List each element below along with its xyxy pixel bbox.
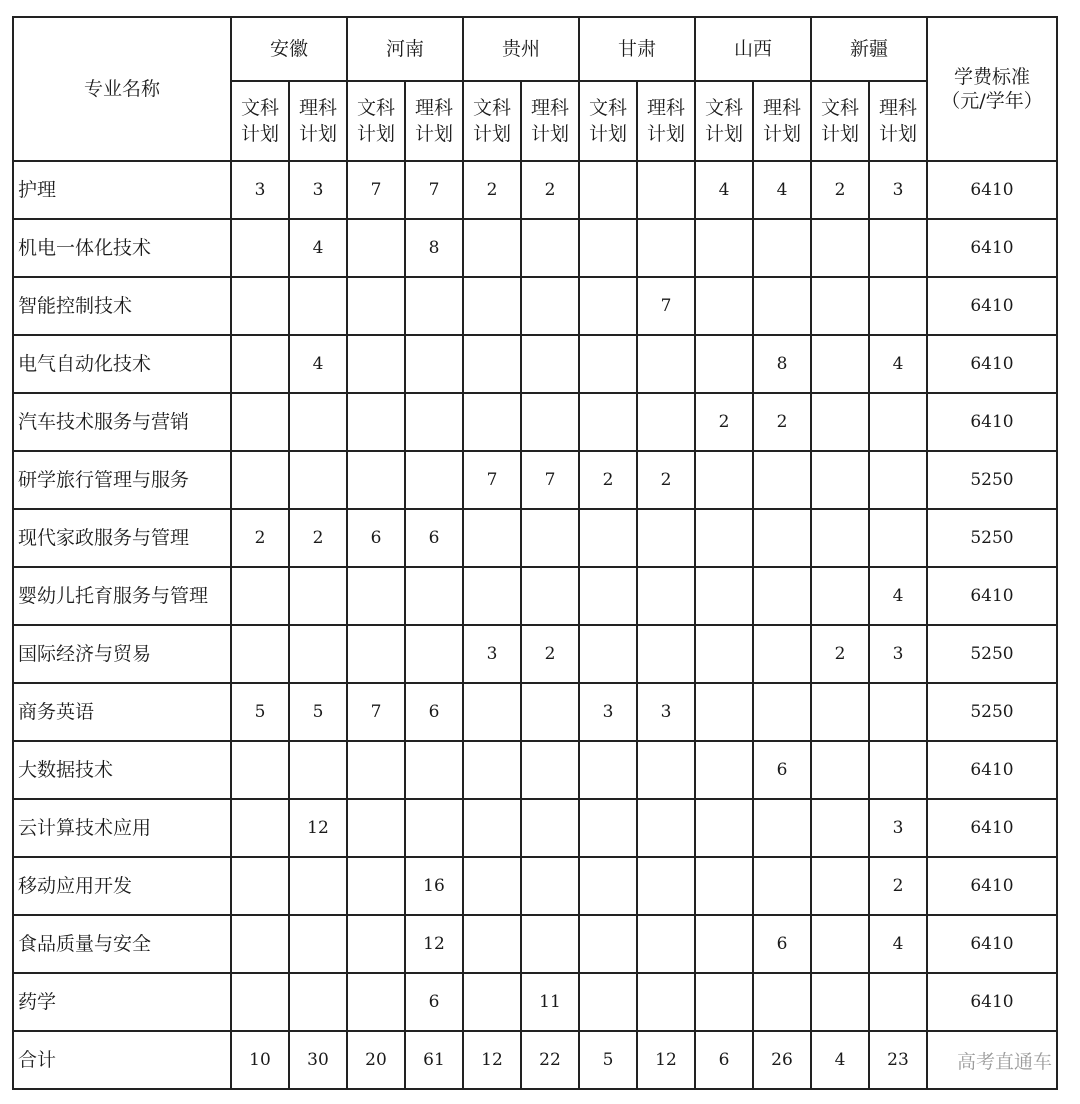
arts-plan-cell <box>231 625 289 683</box>
science-plan-cell: 3 <box>289 161 347 219</box>
arts-plan-cell <box>695 219 753 277</box>
science-plan-cell <box>753 683 811 741</box>
arts-plan-cell <box>695 683 753 741</box>
arts-plan-cell <box>463 741 521 799</box>
arts-plan-cell <box>695 741 753 799</box>
arts-plan-cell: 2 <box>811 161 869 219</box>
science-plan-cell <box>405 451 463 509</box>
arts-plan-cell <box>811 683 869 741</box>
science-plan-cell <box>521 915 579 973</box>
arts-plan-header: 文科 计划 <box>463 81 521 161</box>
tuition-cell: 6410 <box>927 335 1057 393</box>
arts-plan-cell <box>811 219 869 277</box>
arts-plan-cell <box>463 509 521 567</box>
major-name-cell: 食品质量与安全 <box>13 915 231 973</box>
major-name-cell: 商务英语 <box>13 683 231 741</box>
science-plan-cell <box>753 219 811 277</box>
table-row <box>13 161 1057 219</box>
science-plan-cell: 12 <box>405 915 463 973</box>
arts-plan-cell: 2 <box>463 161 521 219</box>
table-row <box>13 451 1057 509</box>
tuition-cell: 6410 <box>927 277 1057 335</box>
arts-plan-cell: 7 <box>463 451 521 509</box>
major-name-cell: 护理 <box>13 161 231 219</box>
arts-plan-cell: 6 <box>347 509 405 567</box>
major-name-cell: 汽车技术服务与营销 <box>13 393 231 451</box>
science-plan-cell: 8 <box>753 335 811 393</box>
arts-plan-cell <box>579 915 637 973</box>
science-plan-cell <box>289 625 347 683</box>
arts-plan-cell: 3 <box>231 161 289 219</box>
arts-plan-cell <box>231 393 289 451</box>
science-plan-cell <box>289 277 347 335</box>
science-plan-header: 理科 计划 <box>753 81 811 161</box>
science-plan-cell <box>289 451 347 509</box>
science-plan-cell: 7 <box>637 277 695 335</box>
science-plan-cell <box>521 393 579 451</box>
header-row-provinces <box>13 17 1057 81</box>
science-plan-cell <box>753 509 811 567</box>
arts-plan-cell <box>579 161 637 219</box>
arts-plan-header: 文科 计划 <box>347 81 405 161</box>
science-plan-cell <box>753 567 811 625</box>
science-plan-cell: 6 <box>753 915 811 973</box>
arts-plan-cell: 3 <box>579 683 637 741</box>
total-cell: 22 <box>521 1031 579 1089</box>
tuition-cell: 5250 <box>927 683 1057 741</box>
science-plan-cell <box>289 857 347 915</box>
arts-plan-cell <box>347 799 405 857</box>
table-body <box>13 161 1057 1031</box>
arts-plan-cell <box>231 335 289 393</box>
arts-plan-cell <box>347 915 405 973</box>
major-name-cell: 研学旅行管理与服务 <box>13 451 231 509</box>
major-name-cell: 大数据技术 <box>13 741 231 799</box>
arts-plan-cell <box>231 857 289 915</box>
table-row <box>13 915 1057 973</box>
arts-plan-cell <box>579 741 637 799</box>
tuition-cell: 6410 <box>927 393 1057 451</box>
arts-plan-cell <box>579 799 637 857</box>
arts-plan-cell <box>695 335 753 393</box>
total-row <box>13 1031 1057 1089</box>
science-plan-cell <box>637 915 695 973</box>
enrollment-plan-table <box>12 16 1058 1090</box>
tuition-cell: 5250 <box>927 451 1057 509</box>
table-row <box>13 973 1057 1031</box>
arts-plan-cell <box>231 451 289 509</box>
science-plan-cell <box>405 567 463 625</box>
arts-plan-cell <box>347 393 405 451</box>
total-cell: 26 <box>753 1031 811 1089</box>
total-cell: 5 <box>579 1031 637 1089</box>
arts-plan-cell <box>231 741 289 799</box>
total-cell: 12 <box>463 1031 521 1089</box>
arts-plan-header: 文科 计划 <box>695 81 753 161</box>
arts-plan-cell <box>463 799 521 857</box>
arts-plan-cell <box>231 973 289 1031</box>
arts-plan-cell: 2 <box>579 451 637 509</box>
arts-plan-cell <box>811 567 869 625</box>
arts-plan-cell <box>811 393 869 451</box>
science-plan-cell <box>753 277 811 335</box>
total-cell: 12 <box>637 1031 695 1089</box>
science-plan-cell <box>521 683 579 741</box>
major-name-cell: 移动应用开发 <box>13 857 231 915</box>
tuition-cell: 6410 <box>927 973 1057 1031</box>
science-plan-cell: 6 <box>405 973 463 1031</box>
major-name-cell: 国际经济与贸易 <box>13 625 231 683</box>
science-plan-cell <box>637 857 695 915</box>
table-row <box>13 219 1057 277</box>
science-plan-cell: 4 <box>869 335 927 393</box>
tuition-cell: 6410 <box>927 219 1057 277</box>
science-plan-cell: 3 <box>637 683 695 741</box>
arts-plan-cell: 7 <box>347 161 405 219</box>
science-plan-cell <box>637 393 695 451</box>
arts-plan-cell <box>695 567 753 625</box>
science-plan-cell <box>637 799 695 857</box>
science-plan-cell <box>753 799 811 857</box>
arts-plan-cell <box>811 277 869 335</box>
province-header: 新疆 <box>811 17 927 81</box>
table-row <box>13 509 1057 567</box>
science-plan-header: 理科 计划 <box>289 81 347 161</box>
tuition-cell: 6410 <box>927 161 1057 219</box>
total-cell: 20 <box>347 1031 405 1089</box>
science-plan-cell <box>405 625 463 683</box>
science-plan-cell <box>869 683 927 741</box>
science-plan-header: 理科 计划 <box>637 81 695 161</box>
arts-plan-cell <box>463 219 521 277</box>
arts-plan-cell <box>579 277 637 335</box>
arts-plan-cell: 2 <box>811 625 869 683</box>
major-name-cell: 药学 <box>13 973 231 1031</box>
science-plan-cell <box>521 219 579 277</box>
table-row <box>13 335 1057 393</box>
arts-plan-cell <box>579 335 637 393</box>
science-plan-cell <box>869 219 927 277</box>
arts-plan-cell <box>811 857 869 915</box>
science-plan-cell <box>753 857 811 915</box>
arts-plan-cell <box>579 509 637 567</box>
science-plan-cell <box>521 857 579 915</box>
science-plan-header: 理科 计划 <box>869 81 927 161</box>
arts-plan-cell: 2 <box>695 393 753 451</box>
total-label: 合计 <box>13 1031 231 1089</box>
arts-plan-cell: 3 <box>463 625 521 683</box>
arts-plan-cell <box>347 625 405 683</box>
arts-plan-cell <box>811 973 869 1031</box>
science-plan-cell: 2 <box>289 509 347 567</box>
science-plan-cell <box>521 335 579 393</box>
arts-plan-cell <box>695 277 753 335</box>
science-plan-cell <box>753 973 811 1031</box>
total-cell: 30 <box>289 1031 347 1089</box>
science-plan-cell <box>637 509 695 567</box>
arts-plan-cell <box>695 973 753 1031</box>
science-plan-cell: 6 <box>753 741 811 799</box>
province-header: 甘肃 <box>579 17 695 81</box>
science-plan-cell <box>405 799 463 857</box>
science-plan-cell: 6 <box>405 683 463 741</box>
science-plan-cell: 2 <box>753 393 811 451</box>
arts-plan-cell <box>463 277 521 335</box>
science-plan-cell <box>405 335 463 393</box>
tuition-cell: 6410 <box>927 567 1057 625</box>
table-row <box>13 741 1057 799</box>
arts-plan-cell <box>695 625 753 683</box>
major-name-cell: 电气自动化技术 <box>13 335 231 393</box>
science-plan-cell <box>753 451 811 509</box>
arts-plan-cell <box>347 741 405 799</box>
total-cell: 10 <box>231 1031 289 1089</box>
science-plan-cell: 4 <box>753 161 811 219</box>
science-plan-cell: 2 <box>869 857 927 915</box>
science-plan-cell <box>405 393 463 451</box>
total-cell: 23 <box>869 1031 927 1089</box>
science-plan-cell <box>869 451 927 509</box>
science-plan-cell: 2 <box>521 161 579 219</box>
arts-plan-cell <box>695 451 753 509</box>
arts-plan-cell <box>463 973 521 1031</box>
arts-plan-cell <box>811 915 869 973</box>
arts-plan-cell: 4 <box>695 161 753 219</box>
arts-plan-cell <box>231 567 289 625</box>
tuition-cell: 6410 <box>927 799 1057 857</box>
arts-plan-cell <box>231 277 289 335</box>
science-plan-cell: 5 <box>289 683 347 741</box>
province-header: 山西 <box>695 17 811 81</box>
science-plan-cell: 3 <box>869 625 927 683</box>
science-plan-cell <box>637 741 695 799</box>
science-plan-header: 理科 计划 <box>405 81 463 161</box>
arts-plan-cell <box>347 219 405 277</box>
science-plan-cell <box>637 973 695 1031</box>
science-plan-cell <box>869 741 927 799</box>
arts-plan-cell <box>463 915 521 973</box>
table-row <box>13 857 1057 915</box>
science-plan-cell <box>521 277 579 335</box>
science-plan-cell <box>637 219 695 277</box>
science-plan-cell: 4 <box>289 335 347 393</box>
science-plan-cell: 6 <box>405 509 463 567</box>
science-plan-cell <box>869 973 927 1031</box>
science-plan-cell: 2 <box>521 625 579 683</box>
arts-plan-cell <box>347 335 405 393</box>
arts-plan-cell <box>695 857 753 915</box>
science-plan-cell: 4 <box>869 567 927 625</box>
arts-plan-header: 文科 计划 <box>579 81 637 161</box>
tuition-header: 学费标准 （元/学年） <box>927 17 1057 161</box>
science-plan-cell <box>637 335 695 393</box>
arts-plan-cell: 5 <box>231 683 289 741</box>
science-plan-cell <box>521 567 579 625</box>
arts-plan-cell <box>695 799 753 857</box>
table-row <box>13 393 1057 451</box>
arts-plan-cell <box>463 335 521 393</box>
arts-plan-cell <box>231 915 289 973</box>
science-plan-cell: 16 <box>405 857 463 915</box>
arts-plan-cell <box>463 683 521 741</box>
science-plan-cell <box>521 509 579 567</box>
arts-plan-cell <box>579 393 637 451</box>
table-row <box>13 625 1057 683</box>
tuition-cell: 5250 <box>927 509 1057 567</box>
total-cell: 4 <box>811 1031 869 1089</box>
science-plan-header: 理科 计划 <box>521 81 579 161</box>
province-header: 贵州 <box>463 17 579 81</box>
major-name-cell: 婴幼儿托育服务与管理 <box>13 567 231 625</box>
arts-plan-cell <box>579 857 637 915</box>
arts-plan-cell <box>811 509 869 567</box>
science-plan-cell: 7 <box>521 451 579 509</box>
science-plan-cell: 7 <box>405 161 463 219</box>
watermark-text: 高考直通车 <box>927 1031 1057 1089</box>
arts-plan-cell <box>231 219 289 277</box>
science-plan-cell: 3 <box>869 161 927 219</box>
total-cell: 61 <box>405 1031 463 1089</box>
major-name-header: 专业名称 <box>13 17 231 161</box>
science-plan-cell <box>869 277 927 335</box>
major-name-cell: 智能控制技术 <box>13 277 231 335</box>
science-plan-cell: 4 <box>289 219 347 277</box>
arts-plan-cell <box>347 277 405 335</box>
arts-plan-cell <box>347 973 405 1031</box>
science-plan-cell <box>869 393 927 451</box>
arts-plan-cell <box>579 973 637 1031</box>
science-plan-cell: 2 <box>637 451 695 509</box>
science-plan-cell <box>521 741 579 799</box>
science-plan-cell <box>289 567 347 625</box>
science-plan-cell <box>521 799 579 857</box>
total-cell: 6 <box>695 1031 753 1089</box>
science-plan-cell <box>289 393 347 451</box>
table-row <box>13 683 1057 741</box>
arts-plan-cell <box>811 799 869 857</box>
arts-plan-cell: 2 <box>231 509 289 567</box>
major-name-cell: 云计算技术应用 <box>13 799 231 857</box>
science-plan-cell <box>405 741 463 799</box>
arts-plan-cell <box>463 393 521 451</box>
tuition-cell: 6410 <box>927 915 1057 973</box>
enrollment-plan-table-wrapper <box>12 16 1058 1090</box>
arts-plan-cell <box>347 567 405 625</box>
science-plan-cell <box>869 509 927 567</box>
science-plan-cell <box>753 625 811 683</box>
table-row <box>13 277 1057 335</box>
arts-plan-cell <box>347 857 405 915</box>
science-plan-cell <box>637 161 695 219</box>
tuition-cell: 6410 <box>927 857 1057 915</box>
science-plan-cell <box>637 567 695 625</box>
province-header: 安徽 <box>231 17 347 81</box>
arts-plan-cell: 7 <box>347 683 405 741</box>
arts-plan-cell <box>695 509 753 567</box>
tuition-cell: 6410 <box>927 741 1057 799</box>
arts-plan-cell <box>231 799 289 857</box>
science-plan-cell <box>289 741 347 799</box>
arts-plan-cell <box>463 567 521 625</box>
arts-plan-cell <box>579 567 637 625</box>
science-plan-cell: 4 <box>869 915 927 973</box>
science-plan-cell: 12 <box>289 799 347 857</box>
arts-plan-cell <box>579 219 637 277</box>
science-plan-cell <box>289 973 347 1031</box>
arts-plan-cell <box>811 741 869 799</box>
science-plan-cell <box>289 915 347 973</box>
province-header: 河南 <box>347 17 463 81</box>
tuition-cell: 5250 <box>927 625 1057 683</box>
arts-plan-cell <box>695 915 753 973</box>
arts-plan-cell <box>347 451 405 509</box>
table-row <box>13 799 1057 857</box>
arts-plan-cell <box>811 451 869 509</box>
science-plan-cell: 8 <box>405 219 463 277</box>
science-plan-cell: 3 <box>869 799 927 857</box>
arts-plan-header: 文科 计划 <box>231 81 289 161</box>
arts-plan-header: 文科 计划 <box>811 81 869 161</box>
science-plan-cell <box>405 277 463 335</box>
major-name-cell: 现代家政服务与管理 <box>13 509 231 567</box>
arts-plan-cell <box>811 335 869 393</box>
major-name-cell: 机电一体化技术 <box>13 219 231 277</box>
arts-plan-cell <box>579 625 637 683</box>
arts-plan-cell <box>463 857 521 915</box>
table-row <box>13 567 1057 625</box>
science-plan-cell: 11 <box>521 973 579 1031</box>
science-plan-cell <box>637 625 695 683</box>
